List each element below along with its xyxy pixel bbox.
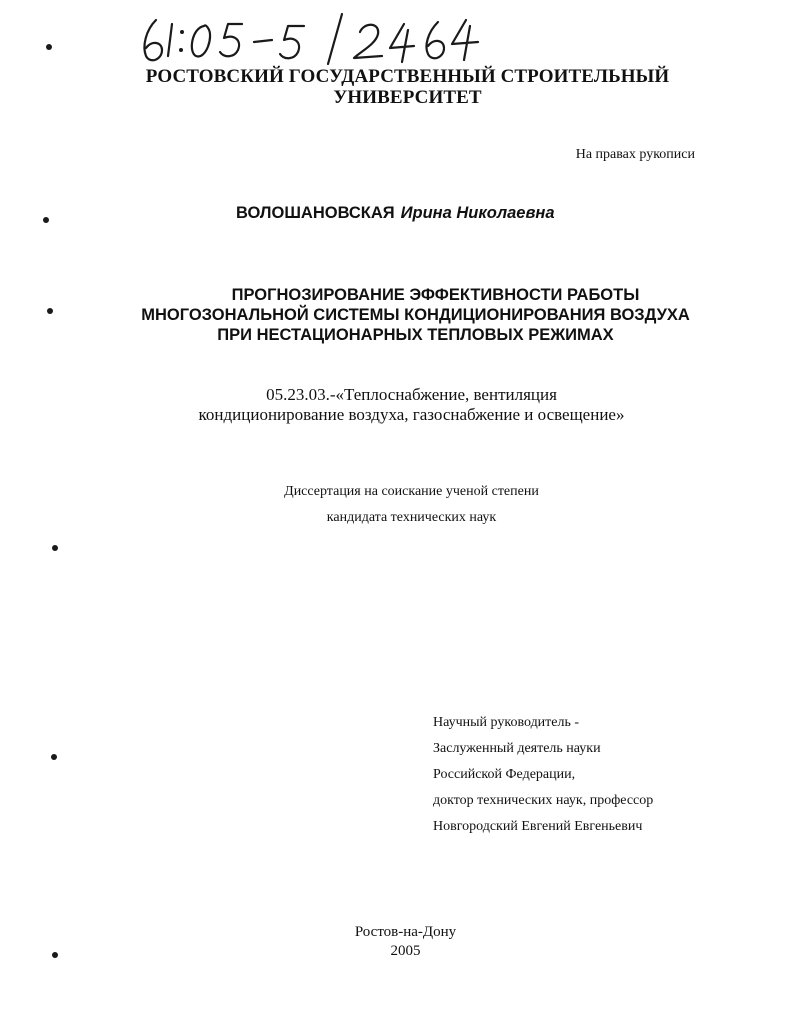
footer-city: Ростов-на-Дону (354, 924, 457, 940)
specialty-line1: 05.23.03.-«Теплоснабжение, вентиляция (266, 385, 557, 404)
binding-hole-mark (52, 545, 58, 551)
supervisor-line1: Научный руководитель - (433, 715, 580, 730)
binding-hole-mark (47, 308, 53, 314)
author-surname: ВОЛОШАНОВСКАЯ (236, 204, 395, 222)
binding-hole-mark (46, 44, 52, 50)
dissertation-title-line3: ПРИ НЕСТАЦИОНАРНЫХ ТЕПЛОВЫХ РЕЖИМАХ (217, 326, 614, 344)
author-name (236, 203, 555, 223)
binding-hole-mark (51, 754, 57, 760)
dissertation-title-line1: ПРОГНОЗИРОВАНИЕ ЭФФЕКТИВНОСТИ РАБОТЫ (231, 286, 640, 304)
binding-hole-mark (52, 952, 58, 958)
supervisor-name: Новгородский Евгений Евгеньевич (433, 819, 643, 834)
supervisor-line4: доктор технических наук, профессор (433, 793, 654, 808)
rights-note: На правах рукописи (575, 147, 695, 162)
author-given-names: Ирина Николаевна (400, 204, 555, 222)
handwritten-archive-number (138, 6, 488, 68)
university-name-line2: УНИВЕРСИТЕТ (333, 87, 482, 108)
dissertation-title-line2: МНОГОЗОНАЛЬНОЙ СИСТЕМЫ КОНДИЦИОНИРОВАНИЯ ВОЗДУХА (141, 306, 690, 324)
binding-hole-mark (43, 217, 49, 223)
supervisor-line3: Российской Федерации, (433, 767, 576, 782)
degree-statement-line1: Диссертация на соискание ученой степени (284, 484, 539, 499)
footer-year: 2005 (390, 943, 421, 959)
university-name-line1: РОСТОВСКИЙ ГОСУДАРСТВЕННЫЙ СТРОИТЕЛЬНЫЙ (145, 66, 670, 87)
degree-statement-line2: кандидата технических наук (326, 510, 497, 525)
supervisor-line2: Заслуженный деятель науки (433, 741, 601, 756)
specialty-line2: кондиционирование воздуха, газоснабжение и освещение» (198, 405, 625, 424)
